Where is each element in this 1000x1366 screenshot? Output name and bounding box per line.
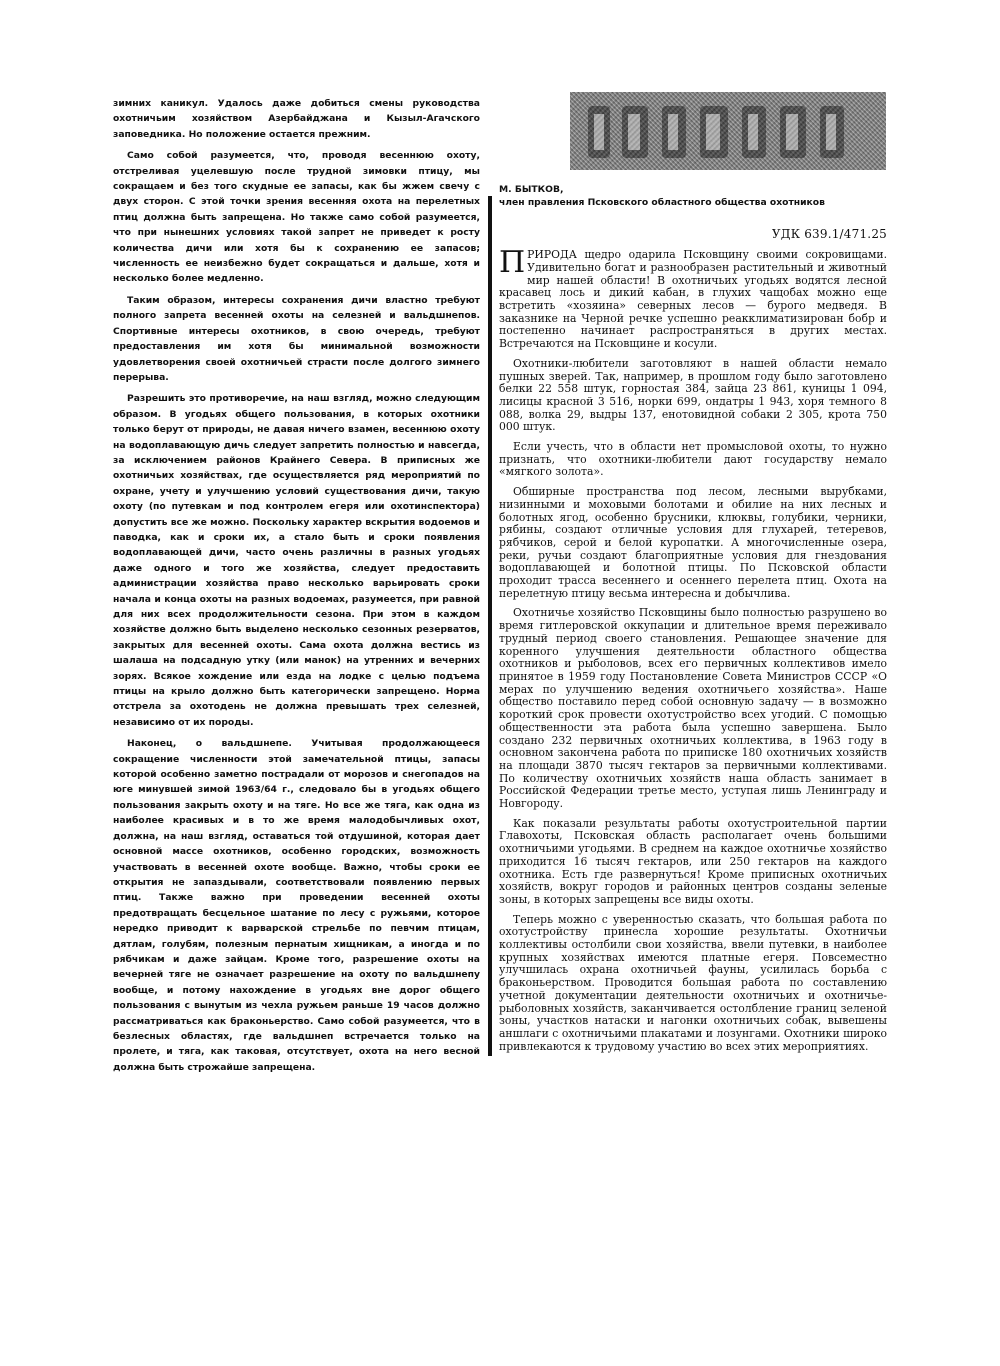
right-paragraph-5: Охотничье хозяйство Псковщины было полностью разрушено во время гитлеровской оккупации и длительное время переживало трудный период своего становления. Решающее значение для коренного улучшения деятельности областного общества охотников и рыболовов, всех его первичных коллективов имело принятое в 1959 году Постановление Совета Министров СССР «О мерах по улучшению ведения охотничьего хозяйства». Наше общество поставило перед собой основную задачу — в возможно короткий срок провести охотустройство всех угодий. С помощью общественности эта работа была успешно завершена. Было создано 232 первичных охотничьих коллектива, в 1963 году в основном закончена работа по приписке 180 охотничьих хозяйств на площади 3870 тысяч гектаров за первичными коллективами. По количеству охотничьих хозяйств наша область занимает в Российской Федерации третье место, уступая лишь Ленинграду и Новгороду. [499,606,887,811]
right-column [499,92,887,1060]
title-lettering-shapes [570,92,886,170]
right-paragraph-6: Как показали результаты работы охотустроительной партии Главохоты, Псковская область располагает очень большими охотничьими угодьями. В среднем на каждое охотничье хозяйство приходится 16 тысяч гектаров, или 250 гектаров на каждого охотника. Есть где развернуться! Кроме приписных охотничьих хозяйств, вокруг городов и районных центров созданы зеленые зоны, в которых запрещены все виды охоты. [499,816,887,906]
udk-code: УДК 639.1/471.25 [771,227,887,242]
author-title: член правления Псковского областного общества охотников [499,196,825,208]
left-column [113,96,480,1081]
left-paragraph-4: Разрешить это противоречие, на наш взгляд, можно следующим образом. В угодьях общего пользования, в которых охотники только берут от природы, не давая ничего взамен, весеннюю охоту на водоплавающую дичь следует запретить полностью и навсегда, за исключением районов Крайнего Севера. В приписных же охотничьих хозяйствах, где осуществляется ряд мероприятий по охране, учету и улучшению условий существования дичи, такую охоту (по путевкам и под контролем егеря или охотинспектора) допустить все же можно. Поскольку характер вскрытия водоемов и паводка, как и сроки их, а стало быть и сроки появления водоплавающей дичи, часто очень различны в разных угодьях даже одного и того же хозяйства, следует предоставить администрации хозяйства право несколько варьировать сроки начала и конца охоты на разных водоемах, разумеется, при равной для них всех продолжительности сезона. При этом в каждом хозяйстве должно быть выделено несколько сезонных резерватов, закрытых для весенней охоты. Сама охота должна вестись из шалаша на подсадную утку (или манок) на утренних и вечерних зорях. Всякое хождение или езда на лодке с целью подъема птицы на крыло должно быть категорически запрещено. Норма отстрела за охотодень не должна превышать трех селезней, независимо от их породы. [113,393,480,728]
lead-paragraph [499,245,887,351]
right-paragraph-7: Теперь можно с уверенностью сказать, что большая работа по охотустройству принесла хорошие результаты. Охотничьи коллективы остолбили свои хозяйства, ввели путевки, в наиболее крупных хозяйствах имеются платные егеря. Повсеместно улучшилась охрана охотничьей фауны, усилилась борьба с браконьерством. Проводится большая работа по составлению учетной документации деятельности охотничьих и охотничье-рыболовных хозяйств, заканчивается остолбление границ зеленой зоны, участков натаски и нагонки охотничьих собак, вывешены аншлаги с охотничьими плакатами и лозунгами. Охотники широко привлекаются к трудовому участию во всех этих мероприятиях. [499,912,887,1053]
left-paragraph-3: Таким образом, интересы сохранения дичи властно требуют полного запрета весенней охоты на селезней и вальдшнепов. Спортивные интересы охотников, в свою очередь, требуют предоставления им хотя бы минимальной возможности удовлетворения своей охотничьей страсти после долгого зимнего перерыва. [113,294,480,383]
left-paragraph-5: Наконец, о вальдшнепе. Учитывая продолжающееся сокращение численности этой замечательной птицы, запасы которой особенно заметно пострадали от морозов и снегопадов на юге минувшей зимой 1963/64 г., следовало бы в угодьях общего пользования закрыть охоту и на тяге. Но все же тяга, как одна из наиболее красивых и в то же время малодобычливых охот, должна, на наш взгляд, оставаться той отдушиной, которая дает основной массе охотников, особенно городских, возможность участвовать в весенней охоте вообще. Важно, чтобы сроки ее открытия не запаздывали, соответствовали появлению первых птиц. Также важно при проведении весенней охоты предотвращать бесцельное шатание по лесу с ружьями, которое нередко приводит к варварской стрельбе по певчим птицам, дятлам, голубям, полезным пернатым хищникам, а иногда и по рябчикам и даже зайцам. Кроме того, разрешение охоты на вечерней тяге не означает разрешение на охоту по вальдшнепу вообще, и потому нахождение в угодьях вне дорог общего пользования с вынутым из чехла ружьем раньше 19 часов должно рассматриваться как браконьерство. Само собой разумеется, что в безлесных областях, где вальдшнеп встречается только на пролете, и тяга, как таковая, отсутствует, охота на него весной должна быть строжайше запрещена. [113,738,480,1073]
left-paragraph-2: Само собой разумеется, что, проводя весеннюю охоту, отстреливая уцелевшую после трудной зимовки птицу, мы сокращаем и без того скудные ее запасы, как бы жжем свечу с двух сторон. С этой точки зрения весенняя охота на перелетных птиц должна быть запрещена. Но также само собой разумеется, что при нынешних условиях такой запрет не приведет к росту количества дичи или хотя бы к сохранению ее запасов; численность ее неизбежно будет сокращаться и дальше, хотя и несколько более медленно. [113,150,480,285]
right-paragraph-3: Если учесть, что в области нет промысловой охоты, то нужно признать, что охотники-любители дают государству немало «мягкого золота». [499,440,887,479]
lead-text: РИРОДА щедро одарила Псковщину своими сокровищами. Удивительно богат и разнообразен растительный и животный мир нашей области! В охотничьих угодьях водятся лесной красавец лось и дикий кабан, в глухих чащобах можно еще встретить «хозяина» северных лесов — бурого медведя. В заказнике на Черной речке успешно реакклиматизирован бобр и постепенно начинает распространяться в других местах. Встречаются на Псковщине и косули. [499,248,887,351]
column-divider [488,196,492,1056]
left-paragraph-1: зимних каникул. Удалось даже добиться смены руководства охотничьим хозяйством Азербайджана и Кызыл-Агачского заповедника. Но положение остается прежним. [113,98,480,140]
drop-cap: П [499,245,526,281]
right-paragraph-4: Обширные пространства под лесом, лесными вырубками, низинными и моховыми болотами и обилие на них лесных и болотных ягод, особенно брусники, клюквы, голубики, черники, рябины, создают отличные условия для глухарей, тетеревов, рябчиков, серой и белой куропатки. А многочисленные озера, реки, ручьи создают благоприятные условия для гнездования водоплавающей и болотной птицы. По Псковской области проходит трасса весеннего и осеннего перелета птиц. Охота на перелетную птицу весьма интересна и добычлива. [499,485,887,600]
author-byline [499,184,887,209]
title-halftone-image [570,92,886,170]
author-name: М. БЫТКОВ, [499,184,564,195]
right-paragraph-2: Охотники-любители заготовляют в нашей области немало пушных зверей. Так, например, в прошлом году было заготовлено белки 22 558 штук, горностая 384, зайца 23 861, куницы 1 094, лисицы красной 3 516, норки 699, ондатры 1 943, хоря темного 8 088, волка 29, выдры 137, енотовидной собаки 2 305, крота 750 000 штук. [499,356,887,434]
article-body [499,245,887,1053]
